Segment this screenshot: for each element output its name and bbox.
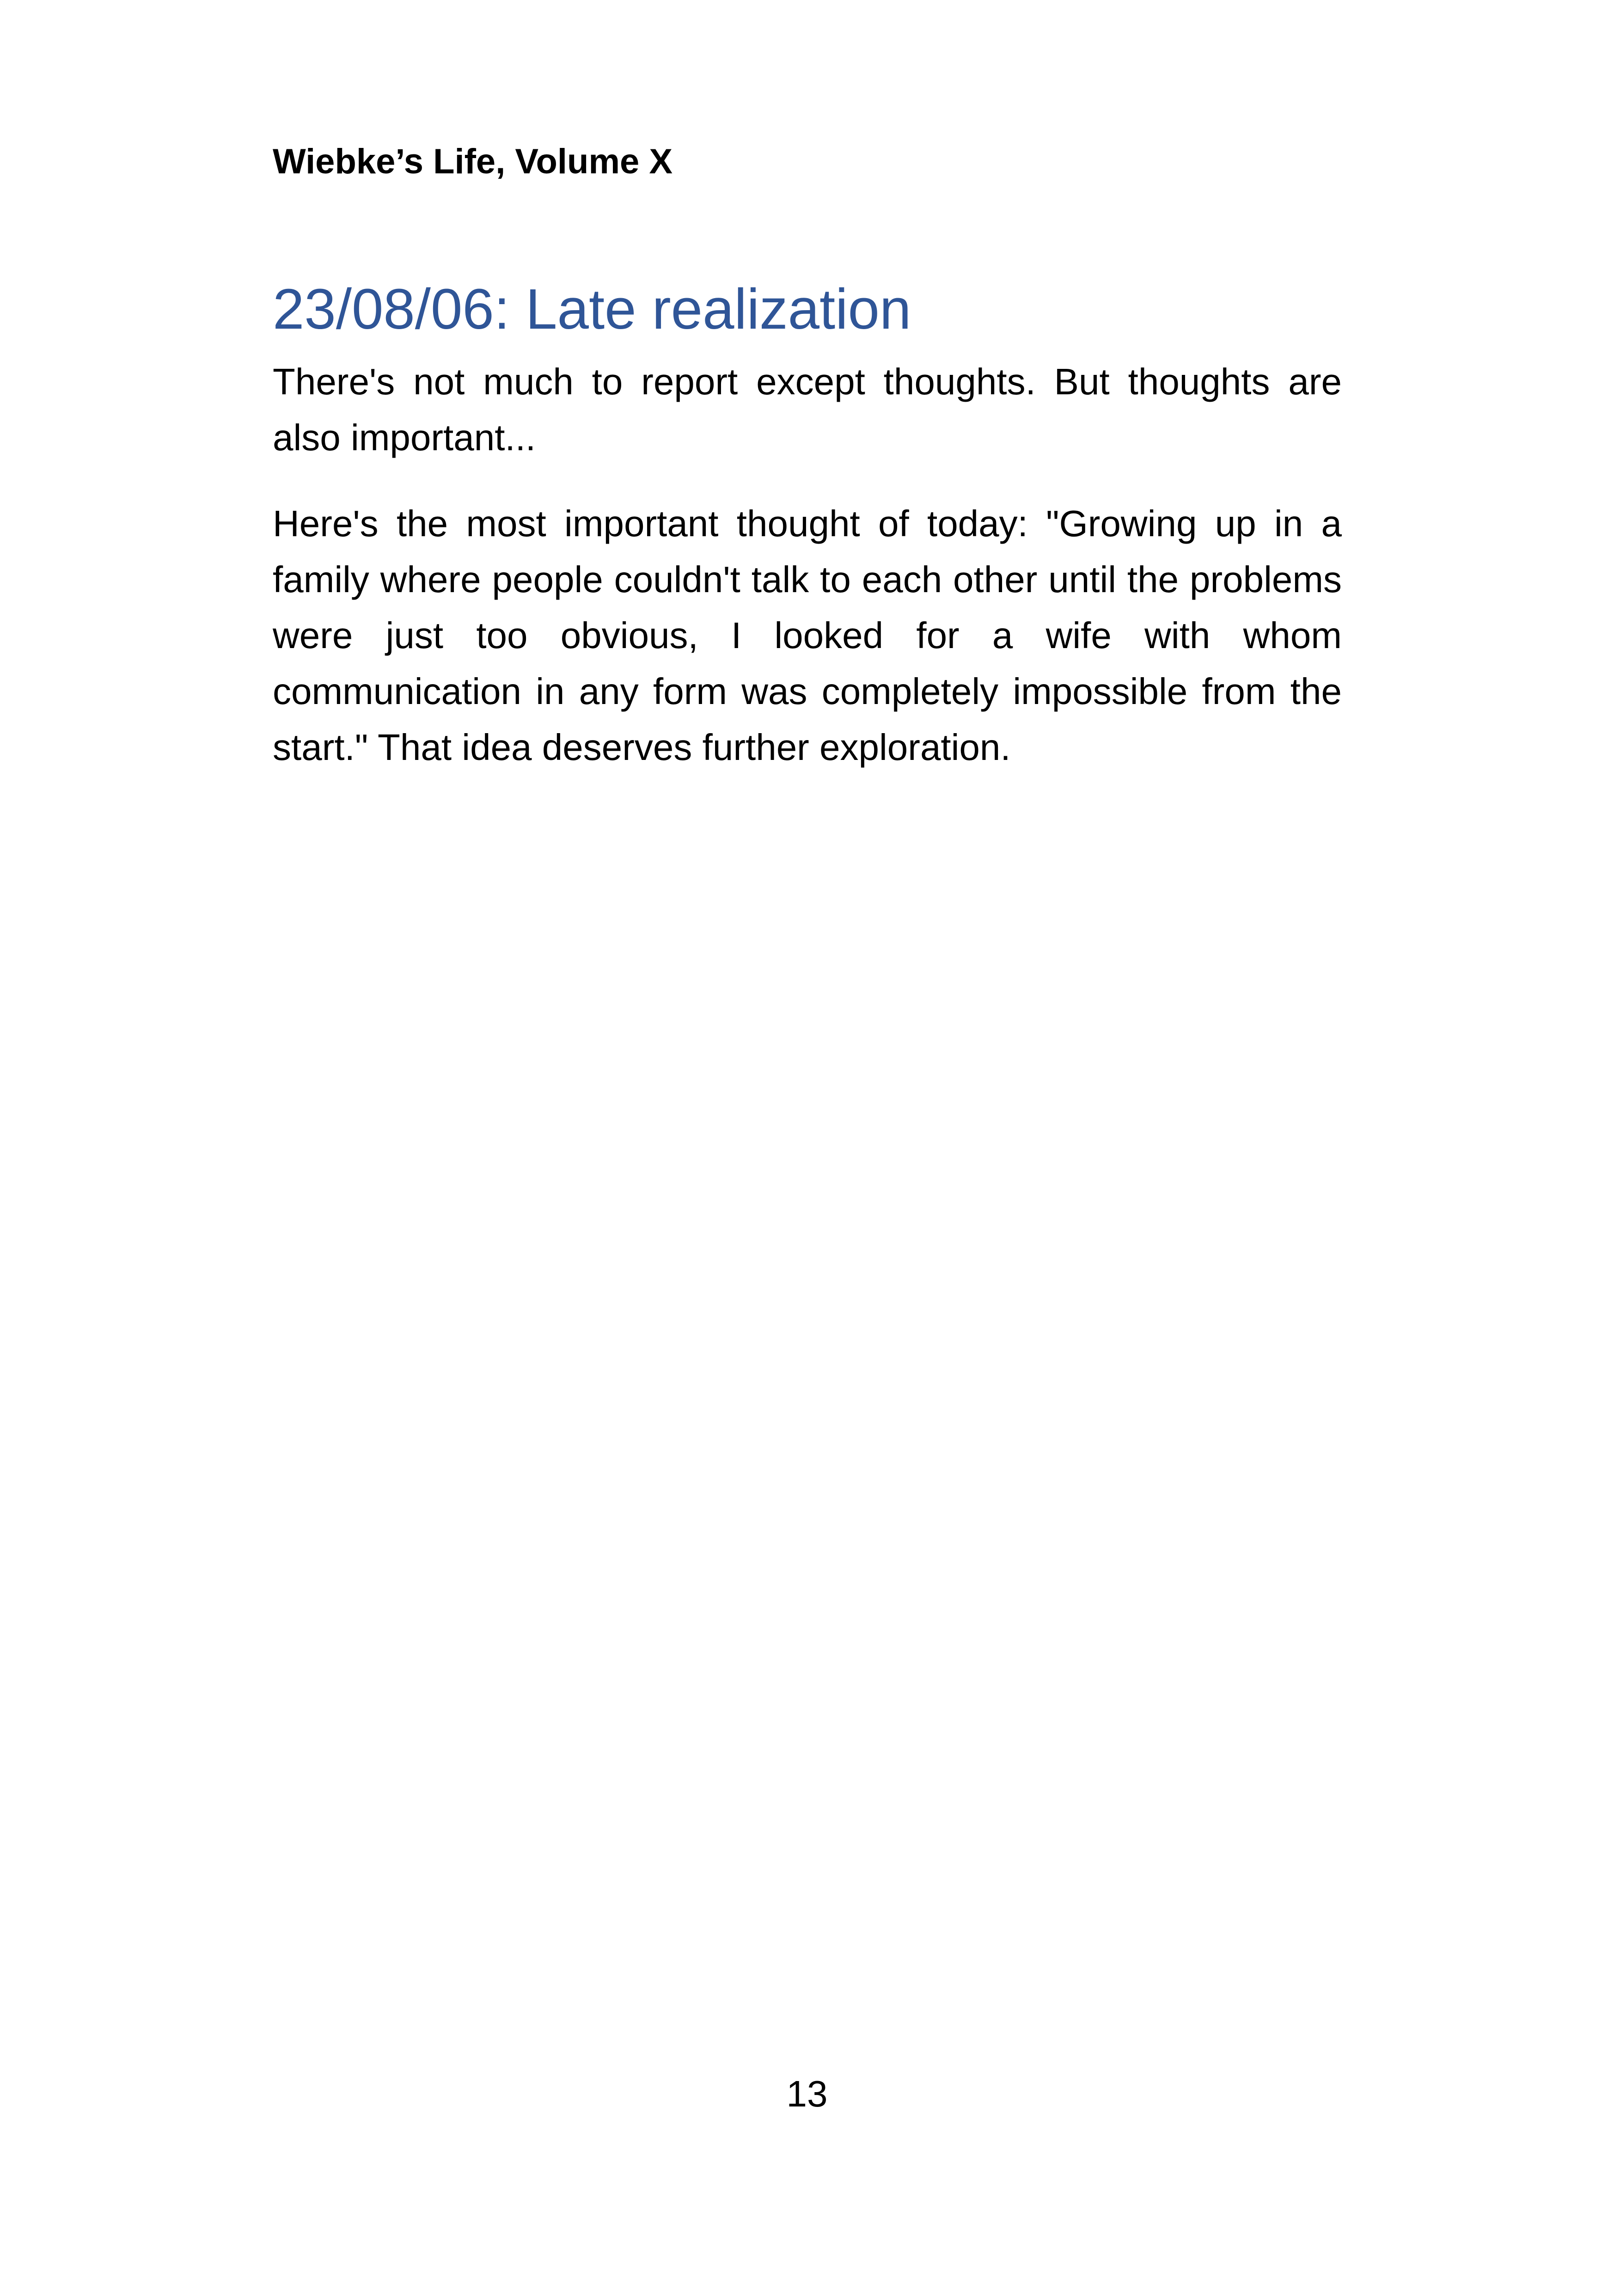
page-number: 13 xyxy=(786,2073,828,2114)
running-header: Wiebke’s Life, Volume X xyxy=(273,142,673,181)
entry-title: 23/08/06: Late realization xyxy=(273,278,911,341)
paragraph: Here's the most important thought of today: "Growing up in a family where people couldn't talk to each other until the problems were just too obvious, I looked for a wife with whom communication in any form was completely impossible from the start." That idea deserves further exploration. xyxy=(273,503,1342,768)
paragraph: There's not much to report except thoughts. But thoughts are also important... xyxy=(273,361,1342,458)
